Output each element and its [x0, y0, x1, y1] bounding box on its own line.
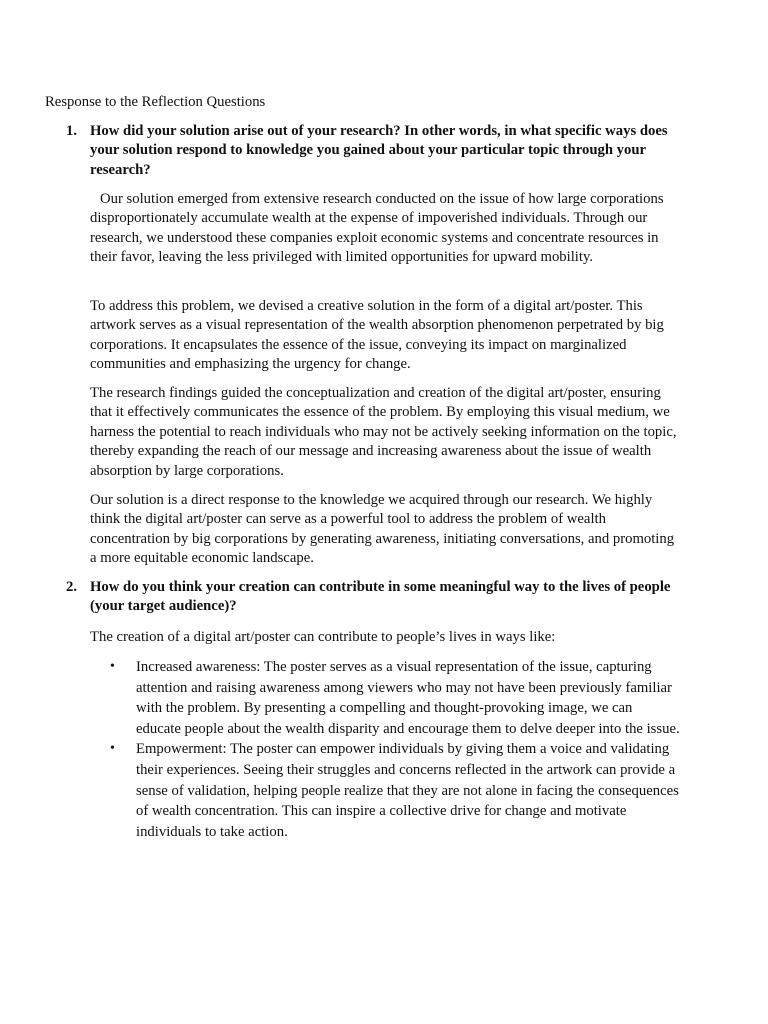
question-text: How do you think your creation can contribute in some meaningful way to the lives of people (your target audience)? — [90, 579, 671, 615]
list-item — [90, 739, 680, 842]
bullet-list — [90, 657, 680, 842]
document-title: Response to the Reflection Questions — [45, 94, 266, 110]
question-1 — [66, 122, 680, 180]
question-number: 2. — [66, 579, 78, 595]
answer-paragraph: The research findings guided the conceptualization and creation of the digital art/poster, ensuring that it effectively communicates the essence of the problem. By employing this visual medium, we harness the potential to reach individuals who may not be actively seeking information on the topic, thereby expanding the reach of our message and increasing awareness about the issue of wealth absorption by large corporations. — [90, 385, 677, 479]
answer-intro: The creation of a digital art/poster can contribute to people’s lives in ways like: — [90, 629, 556, 645]
bullet-icon: • — [110, 741, 115, 757]
list-item — [90, 657, 680, 739]
question-2 — [66, 578, 680, 617]
answer-paragraph: Our solution emerged from extensive research conducted on the issue of how large corporations disproportionately accumulate wealth at the expense of impoverished individuals. Through our research, we understood these companies exploit economic systems and concentrate resources in their favor, leaving the less privileged with limited opportunities for upward mobility. — [90, 191, 664, 266]
list-item-text: Increased awareness: The poster serves as a visual representation of the issue, capturing attention and raising awareness among viewers who may not have been previously familiar with the problem. By presenting a compelling and thought-provoking image, we can educate people about the wealth disparity and encourage them to delve deeper into the issue. — [136, 659, 680, 737]
answer-paragraph: To address this problem, we devised a creative solution in the form of a digital art/poster. This artwork serves as a visual representation of the wealth absorption phenomenon perpetrated by big corporations. It encapsulates the essence of the issue, conveying its impact on marginalized communities and emphasizing the urgency for change. — [90, 298, 664, 373]
question-number: 1. — [66, 123, 78, 139]
answer-paragraph: Our solution is a direct response to the knowledge we acquired through our research. We highly think the digital art/poster can serve as a powerful tool to address the problem of wealth concentration by big corporations by generating awareness, initiating conversations, and promoting a more equitable economic landscape. — [90, 492, 675, 567]
question-text: How did your solution arise out of your research? In other words, in what specific ways does your solution respond to knowledge you gained about your particular topic through your research? — [90, 123, 668, 178]
bullet-icon: • — [110, 659, 115, 674]
list-item-text: Empowerment: The poster can empower individuals by giving them a voice and validating their experiences. Seeing their struggles and concerns reflected in the artwork can provide a sense of validation, helping people realize that they are not alone in facing the consequences of wealth concentration. This can inspire a collective drive for change and motivate individuals to take action. — [136, 741, 679, 840]
